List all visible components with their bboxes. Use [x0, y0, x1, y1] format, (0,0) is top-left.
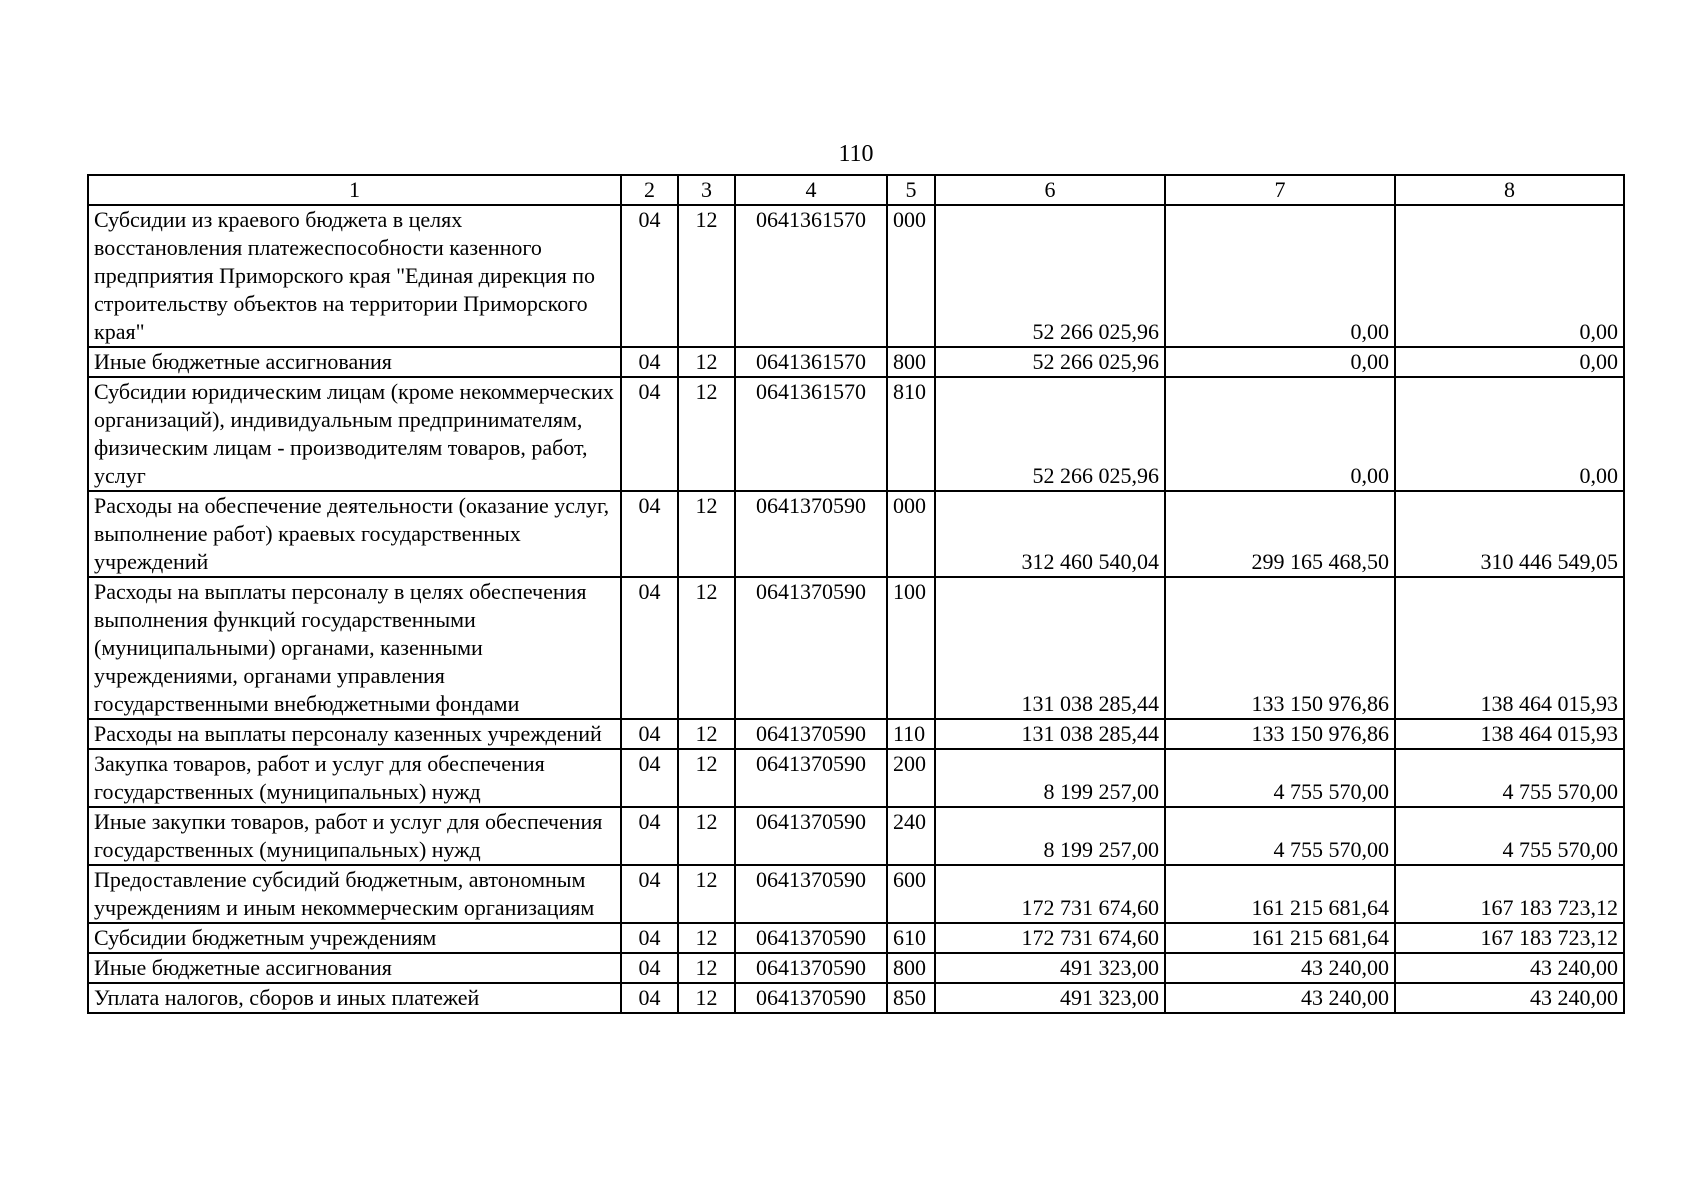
amount-col-8: 43 240,00 — [1395, 983, 1624, 1013]
header-col-6: 6 — [935, 175, 1165, 205]
subsection-code: 12 — [678, 749, 735, 807]
target-article-code: 0641361570 — [735, 377, 887, 491]
amount-col-6: 312 460 540,04 — [935, 491, 1165, 577]
target-article-code: 0641361570 — [735, 347, 887, 377]
amount-col-6: 172 731 674,60 — [935, 923, 1165, 953]
section-code: 04 — [621, 807, 678, 865]
subsection-code: 12 — [678, 983, 735, 1013]
item-name: Иные бюджетные ассигнования — [88, 953, 621, 983]
amount-col-8: 0,00 — [1395, 377, 1624, 491]
header-col-7: 7 — [1165, 175, 1395, 205]
table-row — [88, 577, 1624, 719]
amount-col-8: 43 240,00 — [1395, 953, 1624, 983]
amount-col-6: 172 731 674,60 — [935, 865, 1165, 923]
target-article-code: 0641370590 — [735, 953, 887, 983]
amount-col-6: 491 323,00 — [935, 983, 1165, 1013]
subsection-code: 12 — [678, 923, 735, 953]
subsection-code: 12 — [678, 205, 735, 347]
amount-col-8: 0,00 — [1395, 347, 1624, 377]
section-code: 04 — [621, 377, 678, 491]
section-code: 04 — [621, 953, 678, 983]
amount-col-7: 161 215 681,64 — [1165, 865, 1395, 923]
target-article-code: 0641370590 — [735, 923, 887, 953]
section-code: 04 — [621, 491, 678, 577]
amount-col-7: 4 755 570,00 — [1165, 749, 1395, 807]
section-code: 04 — [621, 865, 678, 923]
expense-type-code: 850 — [887, 983, 935, 1013]
header-col-8: 8 — [1395, 175, 1624, 205]
section-code: 04 — [621, 749, 678, 807]
table-row — [88, 865, 1624, 923]
item-name: Субсидии бюджетным учреждениям — [88, 923, 621, 953]
amount-col-7: 43 240,00 — [1165, 953, 1395, 983]
amount-col-8: 167 183 723,12 — [1395, 923, 1624, 953]
table-row — [88, 719, 1624, 749]
amount-col-6: 52 266 025,96 — [935, 205, 1165, 347]
expense-type-code: 000 — [887, 205, 935, 347]
amount-col-8: 4 755 570,00 — [1395, 807, 1624, 865]
subsection-code: 12 — [678, 377, 735, 491]
subsection-code: 12 — [678, 953, 735, 983]
item-name: Уплата налогов, сборов и иных платежей — [88, 983, 621, 1013]
amount-col-7: 0,00 — [1165, 347, 1395, 377]
amount-col-6: 8 199 257,00 — [935, 807, 1165, 865]
expense-type-code: 200 — [887, 749, 935, 807]
item-name: Иные бюджетные ассигнования — [88, 347, 621, 377]
item-name: Предоставление субсидий бюджетным, автономным учреждениям и иным некоммерческим организациям — [88, 865, 621, 923]
table-row — [88, 205, 1624, 347]
amount-col-6: 131 038 285,44 — [935, 719, 1165, 749]
expense-type-code: 110 — [887, 719, 935, 749]
target-article-code: 0641370590 — [735, 719, 887, 749]
expense-type-code: 000 — [887, 491, 935, 577]
header-col-5: 5 — [887, 175, 935, 205]
section-code: 04 — [621, 347, 678, 377]
table-row — [88, 377, 1624, 491]
expense-type-code: 240 — [887, 807, 935, 865]
amount-col-8: 138 464 015,93 — [1395, 719, 1624, 749]
amount-col-7: 0,00 — [1165, 377, 1395, 491]
table-row — [88, 953, 1624, 983]
section-code: 04 — [621, 577, 678, 719]
target-article-code: 0641370590 — [735, 577, 887, 719]
expense-type-code: 600 — [887, 865, 935, 923]
item-name: Расходы на выплаты персоналу в целях обеспечения выполнения функций государственными (муниципальными) органами, казенными учреждениями, органами управления государственными внебюджетными фондами — [88, 577, 621, 719]
subsection-code: 12 — [678, 491, 735, 577]
target-article-code: 0641370590 — [735, 749, 887, 807]
page-number: 110 — [838, 141, 874, 167]
amount-col-6: 131 038 285,44 — [935, 577, 1165, 719]
amount-col-7: 133 150 976,86 — [1165, 577, 1395, 719]
target-article-code: 0641370590 — [735, 807, 887, 865]
item-name: Иные закупки товаров, работ и услуг для обеспечения государственных (муниципальных) нужд — [88, 807, 621, 865]
table-row — [88, 749, 1624, 807]
section-code: 04 — [621, 983, 678, 1013]
item-name: Субсидии юридическим лицам (кроме некоммерческих организаций), индивидуальным предпринимателям, физическим лицам - производителям товаров, работ, услуг — [88, 377, 621, 491]
amount-col-8: 4 755 570,00 — [1395, 749, 1624, 807]
amount-col-7: 133 150 976,86 — [1165, 719, 1395, 749]
header-row — [88, 175, 1624, 205]
amount-col-6: 8 199 257,00 — [935, 749, 1165, 807]
header-col-1: 1 — [88, 175, 621, 205]
expense-type-code: 100 — [887, 577, 935, 719]
amount-col-7: 161 215 681,64 — [1165, 923, 1395, 953]
target-article-code: 0641361570 — [735, 205, 887, 347]
subsection-code: 12 — [678, 577, 735, 719]
amount-col-6: 52 266 025,96 — [935, 377, 1165, 491]
subsection-code: 12 — [678, 807, 735, 865]
target-article-code: 0641370590 — [735, 865, 887, 923]
target-article-code: 0641370590 — [735, 983, 887, 1013]
table-row — [88, 807, 1624, 865]
item-name: Субсидии из краевого бюджета в целях восстановления платежеспособности казенного предприятия Приморского края "Единая дирекция по строительству объектов на территории Приморского края" — [88, 205, 621, 347]
amount-col-8: 138 464 015,93 — [1395, 577, 1624, 719]
header-col-3: 3 — [678, 175, 735, 205]
header-col-2: 2 — [621, 175, 678, 205]
amount-col-7: 43 240,00 — [1165, 983, 1395, 1013]
budget-table — [87, 174, 1625, 1014]
amount-col-6: 52 266 025,96 — [935, 347, 1165, 377]
expense-type-code: 610 — [887, 923, 935, 953]
target-article-code: 0641370590 — [735, 491, 887, 577]
amount-col-8: 167 183 723,12 — [1395, 865, 1624, 923]
amount-col-6: 491 323,00 — [935, 953, 1165, 983]
table-row — [88, 923, 1624, 953]
table-body — [88, 205, 1624, 1013]
amount-col-7: 299 165 468,50 — [1165, 491, 1395, 577]
item-name: Расходы на обеспечение деятельности (оказание услуг, выполнение работ) краевых государственных учреждений — [88, 491, 621, 577]
subsection-code: 12 — [678, 347, 735, 377]
amount-col-8: 310 446 549,05 — [1395, 491, 1624, 577]
expense-type-code: 810 — [887, 377, 935, 491]
item-name: Расходы на выплаты персоналу казенных учреждений — [88, 719, 621, 749]
section-code: 04 — [621, 205, 678, 347]
table-row — [88, 347, 1624, 377]
expense-type-code: 800 — [887, 347, 935, 377]
table-row — [88, 983, 1624, 1013]
expense-type-code: 800 — [887, 953, 935, 983]
table-row — [88, 491, 1624, 577]
section-code: 04 — [621, 923, 678, 953]
amount-col-8: 0,00 — [1395, 205, 1624, 347]
section-code: 04 — [621, 719, 678, 749]
amount-col-7: 4 755 570,00 — [1165, 807, 1395, 865]
amount-col-7: 0,00 — [1165, 205, 1395, 347]
subsection-code: 12 — [678, 719, 735, 749]
header-col-4: 4 — [735, 175, 887, 205]
item-name: Закупка товаров, работ и услуг для обеспечения государственных (муниципальных) нужд — [88, 749, 621, 807]
subsection-code: 12 — [678, 865, 735, 923]
